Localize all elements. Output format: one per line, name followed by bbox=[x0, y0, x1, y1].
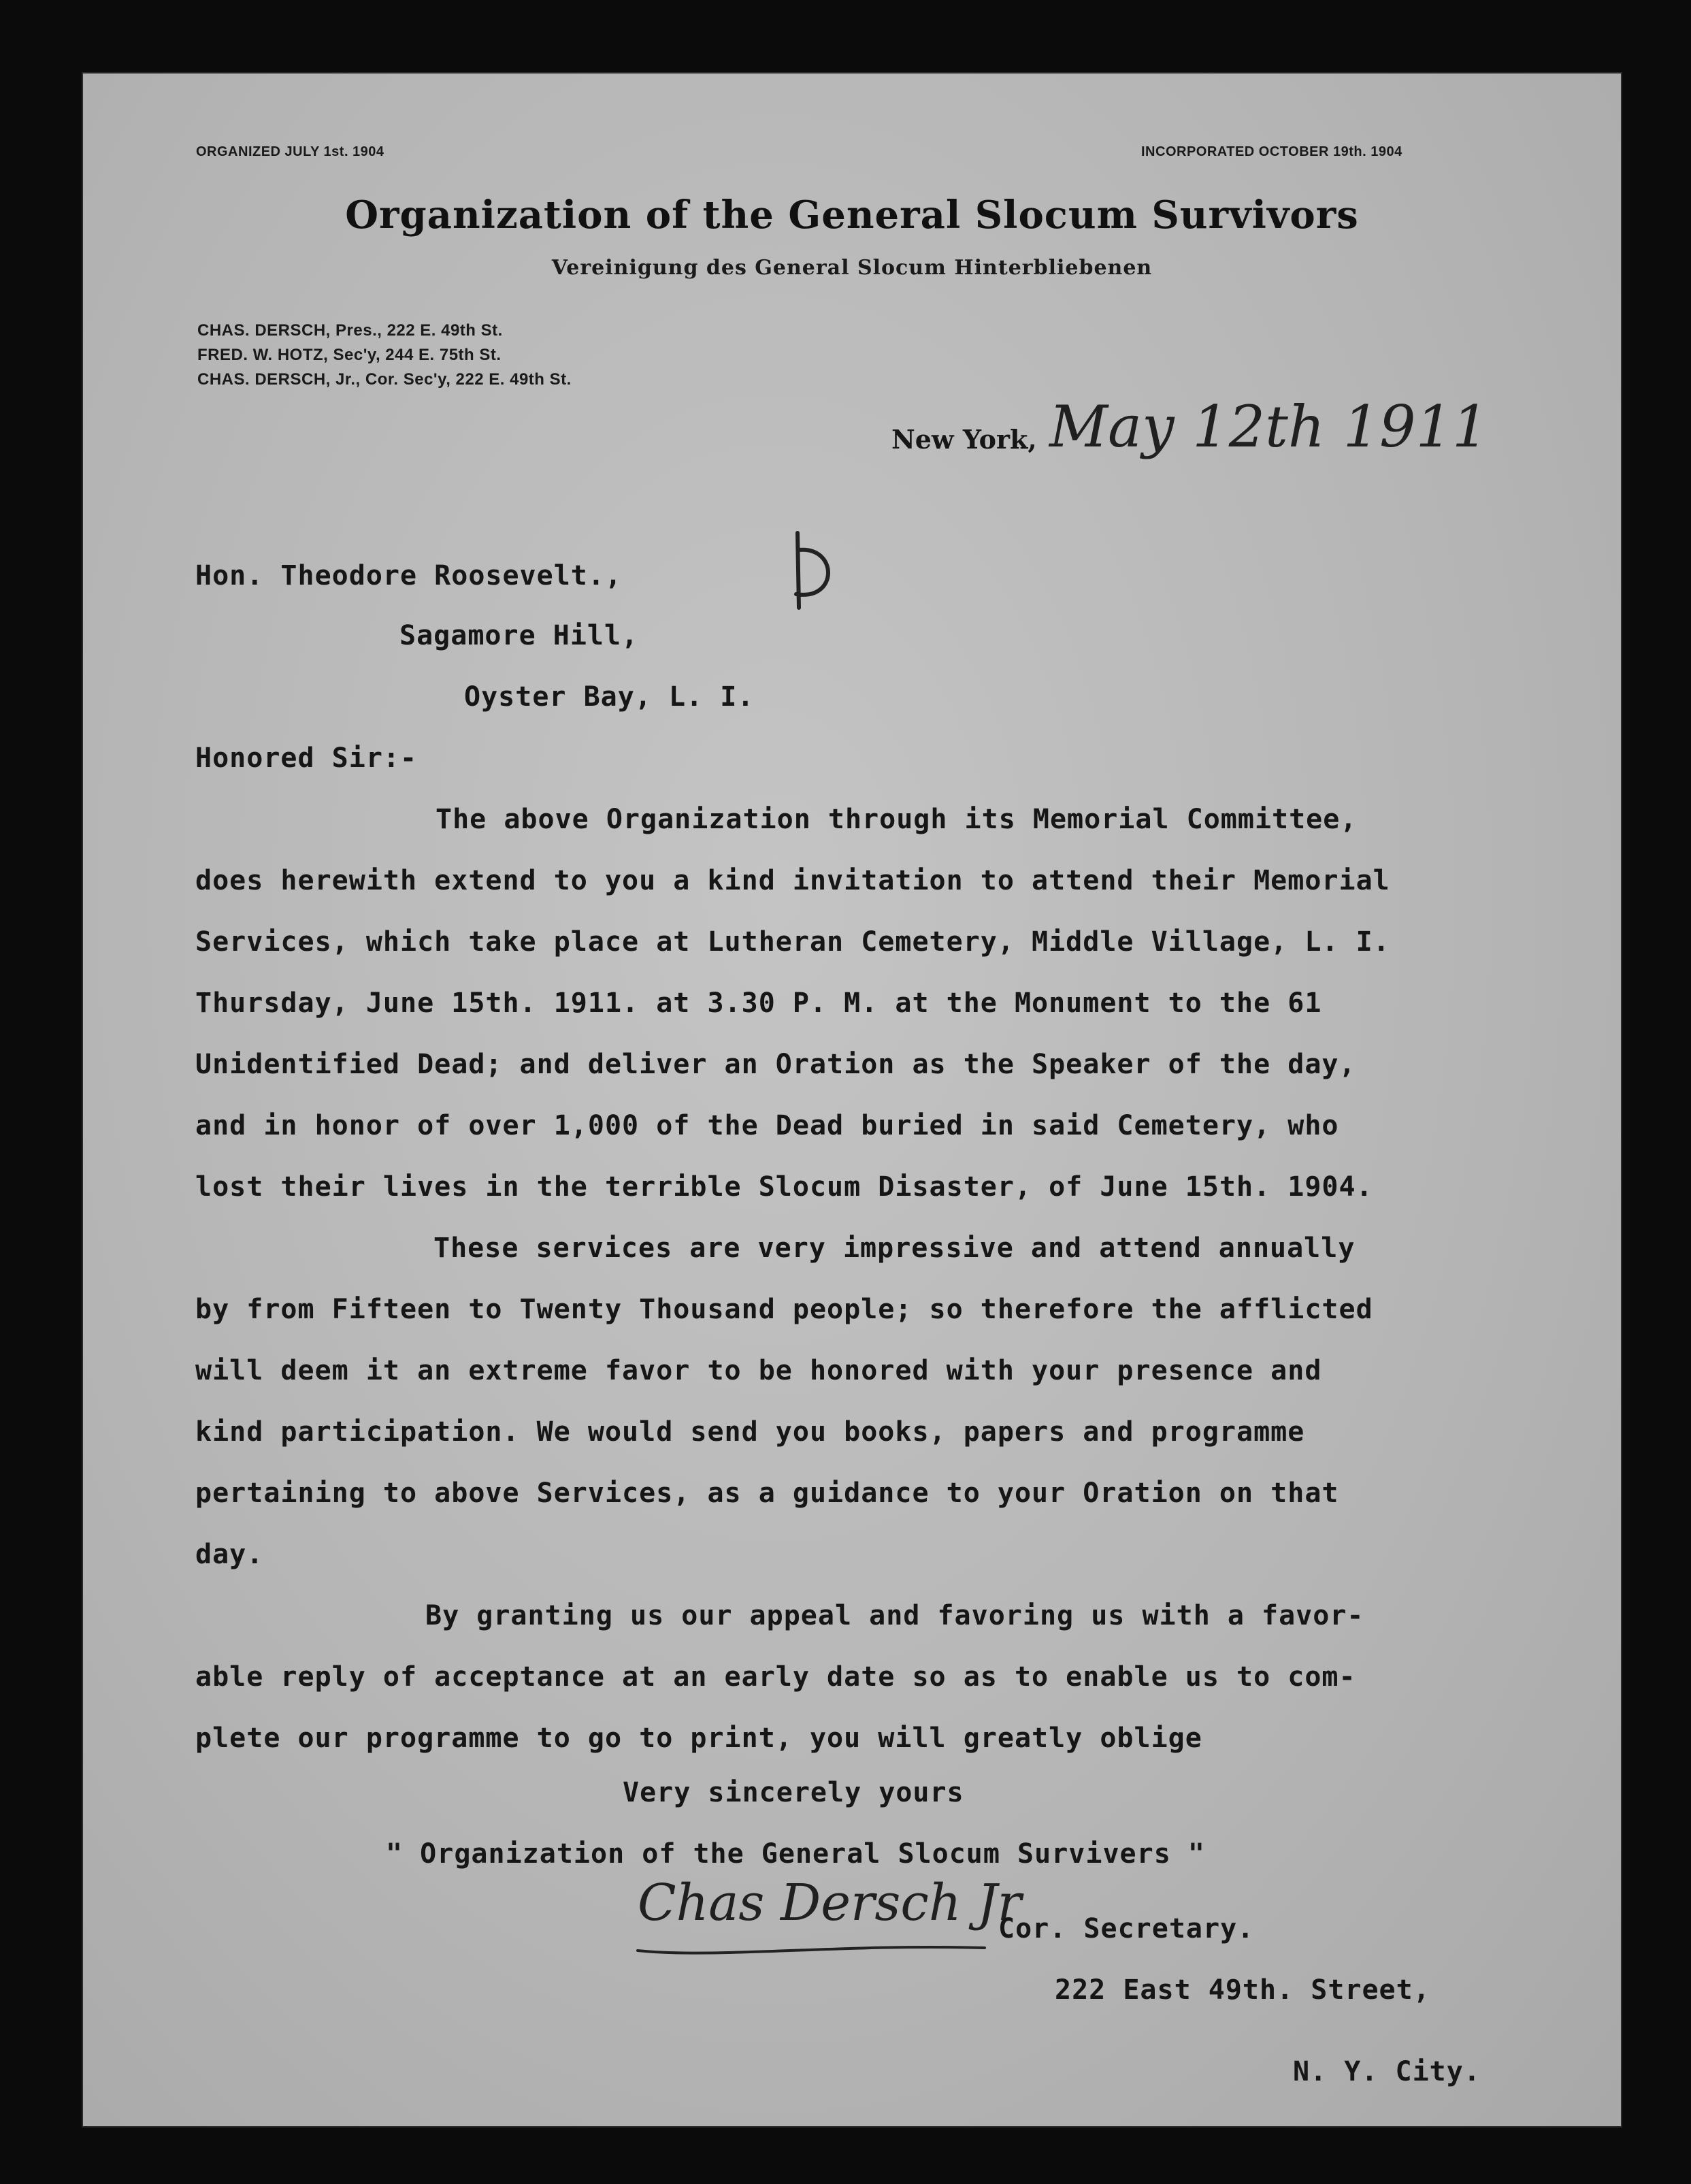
body-line: kind participation. We would send you books, papers and programme bbox=[195, 1416, 1305, 1448]
salutation: Honored Sir:- bbox=[195, 743, 418, 774]
body-line: pertaining to above Services, as a guidance to your Oration on that bbox=[195, 1478, 1339, 1509]
body-line: These services are very impressive and attend annually bbox=[433, 1233, 1356, 1264]
body-line: By granting us our appeal and favoring us with a favor- bbox=[425, 1600, 1364, 1631]
body-line: lost their lives in the terrible Slocum Disaster, of June 15th. 1904. bbox=[195, 1171, 1373, 1203]
address-line-street: Sagamore Hill, bbox=[399, 620, 639, 651]
officer-president: CHAS. DERSCH, Pres., 222 E. 49th St. bbox=[197, 321, 503, 340]
officer-secretary: FRED. W. HOTZ, Sec'y, 244 E. 75th St. bbox=[197, 346, 502, 364]
handwritten-date: May 12th 1911 bbox=[1049, 393, 1489, 460]
letter-page bbox=[83, 74, 1621, 2126]
address-line-name: Hon. Theodore Roosevelt., bbox=[195, 560, 623, 591]
body-line: day. bbox=[195, 1539, 264, 1570]
body-line: and in honor of over 1,000 of the Dead buried in said Cemetery, who bbox=[195, 1110, 1339, 1141]
complimentary-close: Very sincerely yours bbox=[623, 1777, 964, 1808]
incorporated-date: INCORPORATED OCTOBER 19th. 1904 bbox=[1141, 144, 1402, 159]
body-line: by from Fifteen to Twenty Thousand people; so therefore the afflicted bbox=[195, 1294, 1373, 1325]
letterhead-subtitle: Vereinigung des General Slocum Hinterbliebenen bbox=[551, 256, 1153, 280]
body-line: Services, which take place at Lutheran Cemetery, Middle Village, L. I. bbox=[195, 926, 1390, 958]
officer-cor-secretary: CHAS. DERSCH, Jr., Cor. Sec'y, 222 E. 49th St. bbox=[197, 370, 572, 389]
handwritten-d-mark bbox=[777, 526, 838, 615]
signature-underline bbox=[634, 1938, 988, 1966]
letterhead-title: Organization of the General Slocum Survivors bbox=[345, 193, 1359, 238]
body-line: able reply of acceptance at an early date so as to enable us to com- bbox=[195, 1661, 1356, 1693]
closing-city: N. Y. City. bbox=[1293, 2056, 1481, 2087]
body-line: Unidentified Dead; and deliver an Oration as the Speaker of the day, bbox=[195, 1049, 1356, 1080]
body-line: does herewith extend to you a kind invitation to attend their Memorial bbox=[195, 865, 1390, 896]
closing-street: 222 East 49th. Street, bbox=[1055, 1974, 1430, 2006]
address-line-town: Oyster Bay, L. I. bbox=[464, 681, 755, 713]
dateline-place: New York, bbox=[891, 424, 1037, 455]
closing-organization: " Organization of the General Slocum Survivers " bbox=[386, 1838, 1205, 1870]
signatory-title: Cor. Secretary. bbox=[998, 1913, 1255, 1944]
organized-date: ORGANIZED JULY 1st. 1904 bbox=[196, 144, 384, 159]
signature: Chas Dersch Jr bbox=[638, 1874, 1022, 1932]
body-line: The above Organization through its Memorial Committee, bbox=[436, 804, 1358, 835]
body-line: Thursday, June 15th. 1911. at 3.30 P. M. at the Monument to the 61 bbox=[195, 988, 1322, 1019]
body-line: plete our programme to go to print, you will greatly oblige bbox=[195, 1723, 1202, 1754]
body-line: will deem it an extreme favor to be honored with your presence and bbox=[195, 1355, 1322, 1386]
